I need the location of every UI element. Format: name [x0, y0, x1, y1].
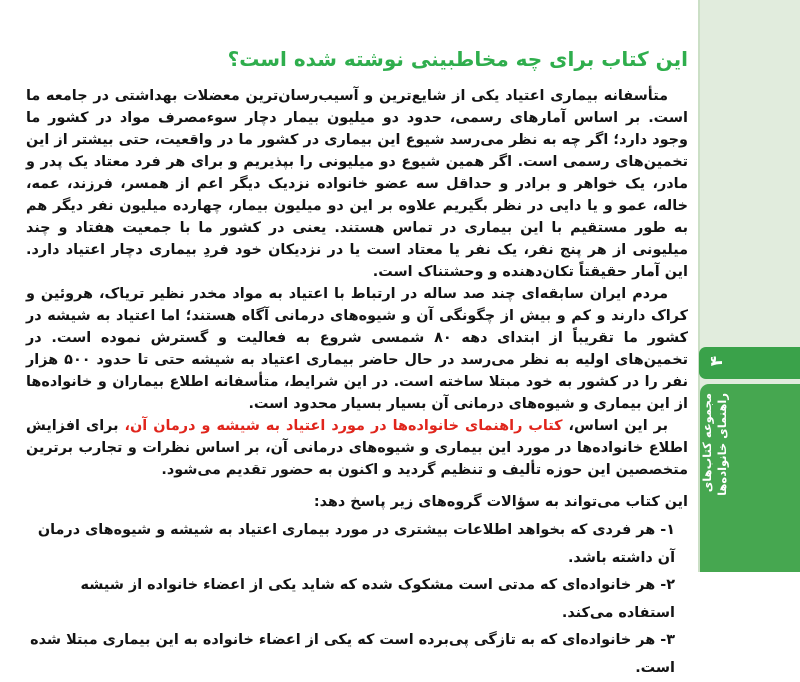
page-number-tab [699, 347, 800, 379]
series-title [700, 393, 730, 496]
body-paragraph-2: مردم ایران سابقه‌ای چند صد ساله در ارتباط با اعتیاد به مواد مخدر نظیر تریاک، هروئین و کراک دارند و کم و بیش از چگونگی آن و شیوه‌های درمانی آگاه هستند؛ اما اعتیاد به شیشه در کشور ما تقریباً از ابتدای دهه ۸۰ شمسی شروع به فعالیت و گسترش نموده است. در تخمین‌های اولیه به نظر می‌رسد در حال حاضر بیماری اعتیاد به شیشه حتی تا حدود ۵۰۰ هزار نفر را در کشور به خود مبتلا ساخته است. در این شرایط، متأسفانه اطلاع بیماران و خانواده‌ها از این بیماری و شیوه‌های درمانی آن بسیار بسیار محدود است. [26, 286, 688, 412]
series-tab [700, 384, 800, 572]
page-title: این کتاب برای چه مخاطبینی نوشته شده است؟ [227, 47, 688, 71]
main-text-column [26, 46, 688, 682]
body-paragraph-3 [26, 415, 688, 481]
list-item: ۲- هر خانواده‌ای که مدتی است مشکوک شده که شاید یکی از اعضاء خانواده از شیشه استفاده می‌کند. [80, 577, 675, 621]
page-number: ۴ [706, 355, 727, 367]
paragraph3-rest: برای افزایش اطلاع خانواده‌ها در مورد این بیماری و شیوه‌های درمانی آن، بر اساس نظرات و تجارب برترین متخصصین این حوزه تألیف و تنظیم گردید و اکنون به حضور تقدیم می‌شود. [26, 418, 688, 478]
list-item: ۱- هر فردی که بخواهد اطلاعات بیشتری در مورد بیماری اعتیاد به شیشه و شیوه‌های درمان آن داشته باشد. [37, 522, 675, 566]
paragraph3-lead: بر این اساس، [562, 418, 669, 434]
body-paragraph-1: متأسفانه بیماری اعتیاد یکی از شایع‌ترین و آسیب‌رسان‌ترین معضلات بهداشتی در جامعه ما است. بر اساس آمارهای رسمی، حدود دو میلیون بیمار دچار سوءمصرف مواد در کشور ما وجود دارد؛ اگر چه به نظر می‌رسد شیوع این بیماری در کشور ما در واقعیت، حتی بیشتر از این تخمین‌های رسمی است. اگر همین شیوع دو میلیونی را بپذیریم و برای هر فرد معتاد یک پدر و مادر، یک خواهر و برادر و حداقل سه عضو خانواده نزدیک دیگر اعم از همسر، فرزند، عمه، خاله، عمو و یا دایی در نظر بگیریم علاوه بر این دو میلیون بیمار، چهارده میلیون نفر دیگر هم به طور مستقیم با این بیماری در تماس هستند. یعنی در کشور ما با جمعیت هفتاد و چند میلیونی از هر پنج نفر، یک نفر یا معتاد است یا در نزدیکان خود فردِ بیماری دچار اعتیاد دارد. این آمار حقیقتاً تکان‌دهنده و وحشتناک است. [26, 88, 688, 280]
list-item: ۳- هر خانواده‌ای که به تازگی پی‌برده است که یکی از اعضاء خانواده به این بیماری مبتلا شده است. [30, 632, 675, 676]
audience-list [26, 517, 688, 682]
list-intro: این کتاب می‌تواند به سؤالات گروه‌های زیر پاسخ دهد: [313, 494, 688, 510]
series-title-line2: راهنمای خانواده‌ها [715, 393, 729, 496]
book-title-highlight: کتاب راهنمای خانواده‌ها در مورد اعتیاد به شیشه و درمان آن، [124, 418, 563, 434]
series-title-line1: مجموعه کتاب‌های [700, 393, 714, 493]
